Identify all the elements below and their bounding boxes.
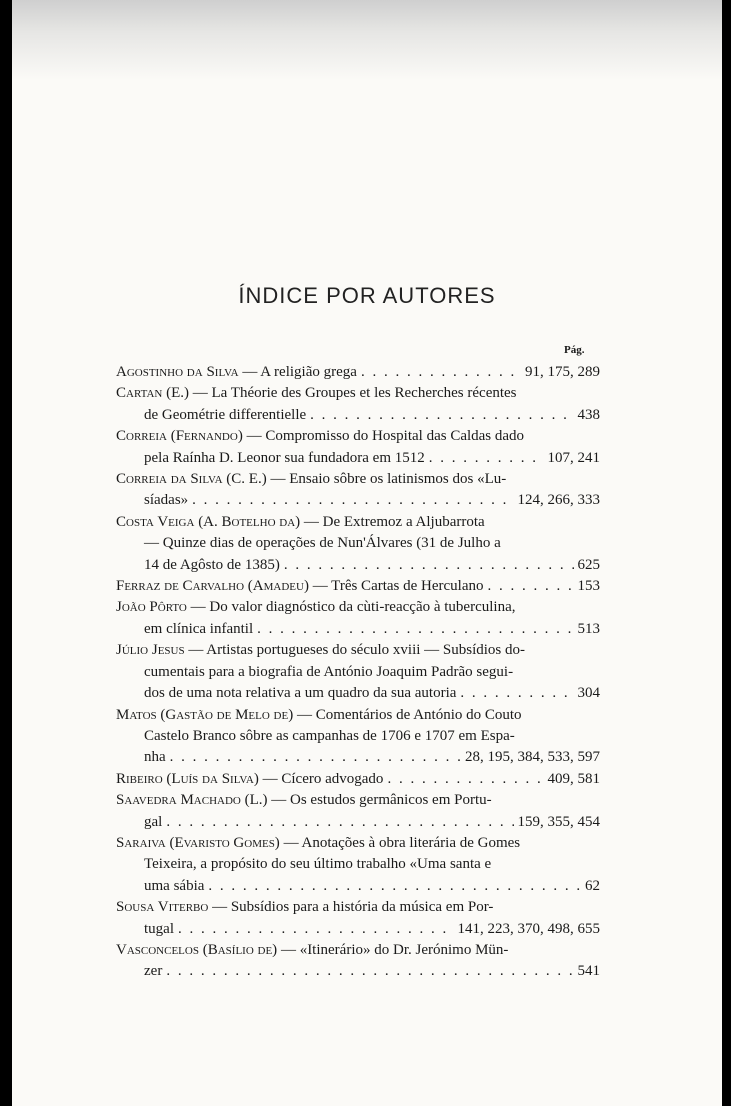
entry-author: Saraiva: [116, 834, 166, 851]
entry-author: Ferraz de Carvalho: [116, 578, 245, 595]
entry-pages: 409, 581: [547, 770, 600, 787]
entry-title-cont: 14 de Agôsto de 1385): [144, 556, 280, 573]
leader-dots: [166, 961, 573, 982]
entry-title: — Subsídios para a história da música em Por-: [212, 899, 494, 916]
entry-author: Costa Veiga: [116, 513, 195, 530]
index-entry: [116, 833, 600, 897]
entry-pages: 159, 355, 454: [517, 813, 600, 830]
entry-title: (C. E.) — Ensaio sôbre os latinismos dos «Lu-: [226, 471, 507, 488]
entry-title: — Anotações à obra literária de Gomes: [283, 834, 521, 851]
index-entry: [116, 469, 600, 512]
leader-dots: [284, 555, 574, 576]
entry-title: — A religião grega: [242, 364, 357, 380]
entry-title-cont: zer: [144, 963, 163, 980]
leader-dots: [166, 812, 513, 833]
index-entry: [116, 426, 600, 469]
entry-title: — Do valor diagnóstico da cùti-reacção à tuberculina,: [190, 599, 516, 616]
entry-title: — «Itinerário» do Dr. Jerónimo Mün-: [280, 941, 509, 958]
index-entry: [116, 705, 600, 769]
index-entry: [116, 769, 600, 790]
leader-dots: [192, 490, 513, 511]
entry-title: — Comentários de António do Couto: [296, 706, 522, 723]
entry-title: — De Extremoz a Aljubarrota: [303, 513, 485, 530]
entry-pages: 304: [577, 685, 600, 702]
entry-title-cont: pela Raínha D. Leonor sua fundadora em 1512: [144, 449, 425, 466]
entry-title: (E.) — La Théorie des Groupes et les Recherches récentes: [166, 385, 517, 402]
leader-dots: [361, 362, 521, 383]
entry-pages: 625: [577, 556, 600, 573]
leader-dots: [460, 683, 573, 704]
entry-author: Agostinho da Silva: [116, 364, 239, 380]
page-column-label: Pág.: [564, 344, 585, 356]
index-entry: [116, 897, 600, 940]
entry-pages: 141, 223, 370, 498, 655: [457, 920, 600, 937]
leader-dots: [488, 576, 574, 597]
entry-title-cont: Teixeira, a propósito do seu último trabalho «Uma santa e: [144, 856, 492, 873]
entry-author-sub: (Gastão de Melo de): [160, 706, 294, 723]
scan-shadow: [12, 0, 722, 80]
book-page: [12, 0, 722, 1106]
entry-author-sub: (Luís da Silva): [166, 770, 259, 787]
leader-dots: [208, 876, 581, 897]
entry-pages: 513: [577, 620, 600, 637]
entry-author-sub: (Evaristo Gomes): [169, 834, 280, 851]
entry-pages: 91, 175, 289: [525, 364, 600, 380]
entry-title-cont: de Geométrie differentielle: [144, 406, 307, 423]
leader-dots: [170, 747, 461, 768]
entry-title: — Artistas portugueses do século xviii — Subsídios do-: [188, 642, 526, 659]
leader-dots: [310, 405, 573, 426]
entry-author: Sousa Viterbo: [116, 899, 209, 916]
index-entry: [116, 512, 600, 576]
entry-pages: 62: [585, 877, 600, 894]
index-entry: [116, 940, 600, 983]
author-index-list: [116, 362, 600, 983]
index-entry: [116, 790, 600, 833]
index-entry: [116, 383, 600, 426]
entry-author: Cartan: [116, 385, 163, 402]
index-entry: [116, 640, 600, 704]
index-entry: [116, 597, 600, 640]
entry-title: — Três Cartas de Herculano: [312, 578, 484, 595]
leader-dots: [429, 448, 544, 469]
entry-author: João Pôrto: [116, 599, 187, 616]
entry-author: Ribeiro: [116, 770, 163, 787]
leader-dots: [178, 919, 454, 940]
entry-author: Júlio Jesus: [116, 642, 185, 659]
entry-pages: 28, 195, 384, 533, 597: [465, 749, 600, 766]
entry-author: Correia da Silva: [116, 471, 223, 488]
entry-title-cont: gal: [144, 813, 163, 830]
entry-title: — Compromisso do Hospital das Caldas dado: [246, 428, 525, 445]
entry-title-cont: nha: [144, 749, 166, 766]
entry-author-sub: (Basílio de): [202, 941, 278, 958]
entry-author-sub: (Fernando): [170, 428, 243, 445]
index-entry: [116, 576, 600, 597]
entry-title-cont: dos de uma nota relativa a um quadro da sua autoria: [144, 685, 457, 702]
entry-author: Saavedra Machado: [116, 792, 241, 809]
entry-pages: 124, 266, 333: [517, 492, 600, 509]
entry-author: Correia: [116, 428, 167, 445]
entry-title-cont: Castelo Branco sôbre as campanhas de 1706 e 1707 em Espa-: [144, 727, 515, 744]
entry-author: Vasconcelos: [116, 941, 199, 958]
entry-title-cont: — Quinze dias de operações de Nun'Álvares (31 de Julho a: [144, 535, 501, 552]
entry-title: (L.) — Os estudos germânicos em Portu-: [244, 792, 492, 809]
entry-title-cont: uma sábia: [144, 877, 205, 894]
entry-pages: 438: [577, 406, 600, 423]
index-entry: [116, 362, 600, 383]
entry-title: — Cícero advogado: [262, 770, 384, 787]
entry-title-cont: síadas»: [144, 492, 189, 509]
entry-author-sub: (A. Botelho da): [198, 513, 301, 530]
page-title: ÍNDICE POR AUTORES: [238, 283, 496, 308]
entry-author-sub: (Amadeu): [247, 578, 309, 595]
entry-title-cont: tugal: [144, 920, 174, 937]
leader-dots: [387, 769, 543, 790]
entry-pages: 107, 241: [547, 449, 600, 466]
entry-pages: 541: [577, 963, 600, 980]
leader-dots: [257, 619, 573, 640]
entry-author: Matos: [116, 706, 157, 723]
entry-title-cont: em clínica infantil: [144, 620, 254, 637]
entry-title-cont: cumentais para a biografia de António Joaquim Padrão segui-: [144, 663, 514, 680]
entry-pages: 153: [577, 578, 600, 595]
